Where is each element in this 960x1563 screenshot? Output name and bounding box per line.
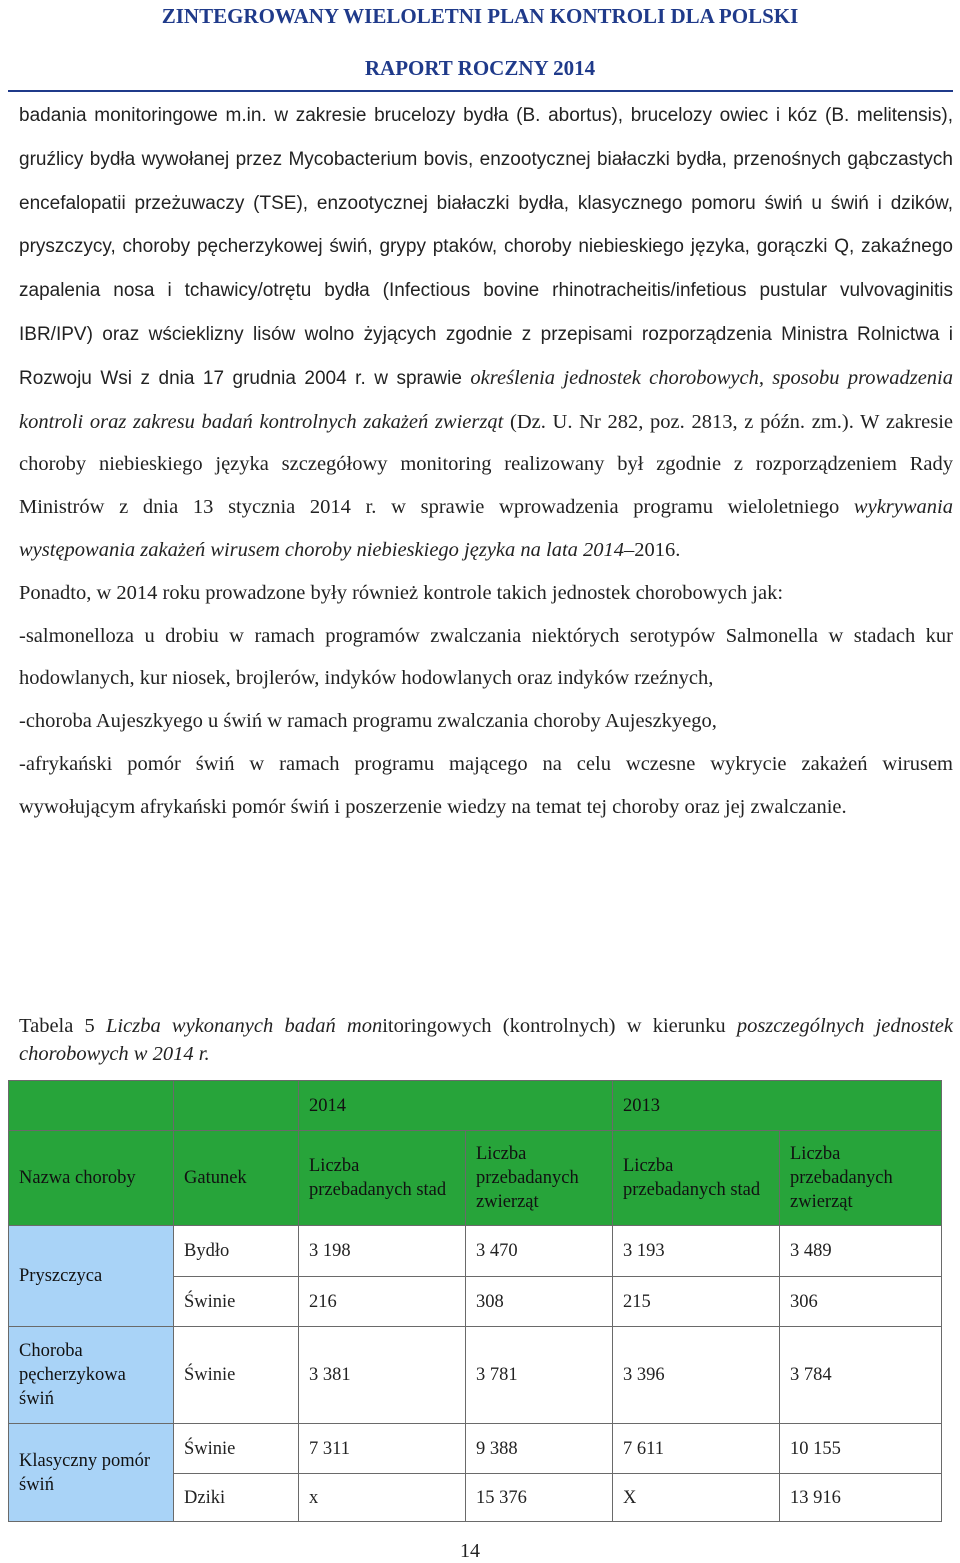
herds-column-header: Liczba przebadanych stad [613, 1131, 780, 1226]
year-2013-header: 2013 [613, 1081, 942, 1131]
disease-cell: Klasyczny pomór świń [9, 1424, 174, 1522]
value-cell: 306 [780, 1277, 942, 1327]
text-segment: badania monitoringowe m.in. w zakresie brucelozy bydła (B. abortus), brucelozy owiec i kóz (B. melitensis), gruźlicy bydła wywołanej przez Mycobacterium bovis, enzootycznej białaczki bydła, przenośnych gąbczastych encefalopatii przeżuwaczy (TSE), enzootycznej białaczki bydła, klasycznego pomoru świń u świń i dzików, pryszczycy, choroby pęcherzykowej świń, grypy ptaków, choroby niebieskiego języka, gorączki Q, zakaźnego zapalenia nosa i tchawicy/otrętu bydła (Infectious bovine rhinotracheitis/infetious pustular vulvovaginitis IBR/IPV) oraz wścieklizny lisów wolno żyjących zgodnie z przepisami rozporządzenia Ministra Rolnictwa i Rozwoju Wsi z dnia 17 grudnia 2004 r. w sprawie [19, 105, 953, 389]
species-cell: Świnie [174, 1277, 299, 1327]
value-cell: 3 489 [780, 1226, 942, 1277]
value-cell: 308 [466, 1277, 613, 1327]
document-header-title: ZINTEGROWANY WIELOLETNI PLAN KONTROLI DLA POLSKI [161, 4, 799, 28]
list-item-asf: -afrykański pomór świń w ramach programu mającego na celu wczesne wykrycie zakażeń wirusem wywołującym afrykański pomór świń i poszerzenie wiedzy na temat tej choroby oraz jej zwalczanie. [19, 752, 953, 818]
main-text [19, 94, 953, 829]
empty-header-cell [9, 1081, 174, 1131]
list-item-salmonella: -salmonelloza u drobiu w ramach programów zwalczania niektórych serotypów Salmonella w stadach kur hodowlanych, kur niosek, brojlerów, indyków hodowlanych oraz indyków rzeźnych, [19, 624, 953, 690]
disease-column-header: Nazwa choroby [9, 1131, 174, 1226]
empty-header-cell [174, 1081, 299, 1131]
caption-text: Liczba wykonanych badań mon [106, 1015, 383, 1037]
text-segment: –2016. [624, 538, 681, 561]
caption-text: poszczególnych jednostek chorobowych w 2014 r. [19, 1015, 953, 1065]
header-divider [8, 90, 953, 92]
disease-cell: Choroba pęcherzykowa świń [9, 1327, 174, 1424]
table-row [9, 1327, 942, 1424]
table-header-row [9, 1131, 942, 1226]
regulation-title: określenia jednostek chorobowych, sposobu prowadzenia kontroli oraz zakresu badań kontrolnych zakażeń zwierząt [19, 366, 953, 433]
table-header-row [9, 1081, 942, 1131]
value-cell: 3 781 [466, 1327, 613, 1424]
value-cell: 3 784 [780, 1327, 942, 1424]
species-cell: Świnie [174, 1424, 299, 1474]
value-cell: 3 470 [466, 1226, 613, 1277]
monitoring-table [8, 1080, 942, 1522]
table-row [9, 1226, 942, 1277]
value-cell: x [299, 1474, 466, 1522]
caption-text: itoringowych (kontrolnych) w kierunku [382, 1015, 737, 1037]
document-header-subtitle: RAPORT ROCZNY 2014 [364, 56, 596, 80]
species-cell: Świnie [174, 1327, 299, 1424]
species-column-header: Gatunek [174, 1131, 299, 1226]
herds-column-header: Liczba przebadanych stad [299, 1131, 466, 1226]
value-cell: 7 611 [613, 1424, 780, 1474]
value-cell: 7 311 [299, 1424, 466, 1474]
value-cell: 9 388 [466, 1424, 613, 1474]
page-number: 14 [460, 1540, 480, 1562]
text-segment: (Dz. U. Nr 282, poz. 2813, z późn. zm.). W zakresie choroby niebieskiego języka szczegółowy monitoring realizowany był zgodnie z rozporządzeniem Rady Ministrów z dnia 13 stycznia 2014 r. w sprawie wprowadzenia programu wieloletniego [19, 410, 953, 519]
animals-column-header: Liczba przebadanych zwierząt [780, 1131, 942, 1226]
list-item-aujeszky: -choroba Aujeszkyego u świń w ramach programu zwalczania choroby Aujeszkyego, [19, 710, 717, 733]
table-caption [19, 1012, 953, 1068]
value-cell: 3 381 [299, 1327, 466, 1424]
paragraph-other-controls: Ponadto, w 2014 roku prowadzone były również kontrole takich jednostek chorobowych jak: [19, 581, 784, 604]
value-cell: 15 376 [466, 1474, 613, 1522]
animals-column-header: Liczba przebadanych zwierząt [466, 1131, 613, 1226]
value-cell: X [613, 1474, 780, 1522]
disease-cell: Pryszczyca [9, 1226, 174, 1327]
value-cell: 3 198 [299, 1226, 466, 1277]
table-row [9, 1424, 942, 1474]
caption-label: Tabela 5 [19, 1015, 107, 1037]
value-cell: 216 [299, 1277, 466, 1327]
value-cell: 3 396 [613, 1327, 780, 1424]
value-cell: 215 [613, 1277, 780, 1327]
species-cell: Dziki [174, 1474, 299, 1522]
species-cell: Bydło [174, 1226, 299, 1277]
paragraph-monitoring [19, 94, 953, 572]
year-2014-header: 2014 [299, 1081, 613, 1131]
value-cell: 10 155 [780, 1424, 942, 1474]
value-cell: 13 916 [780, 1474, 942, 1522]
program-title: wykrywania występowania zakażeń wirusem choroby niebieskiego języka na lata 2014 [19, 496, 953, 561]
value-cell: 3 193 [613, 1226, 780, 1277]
